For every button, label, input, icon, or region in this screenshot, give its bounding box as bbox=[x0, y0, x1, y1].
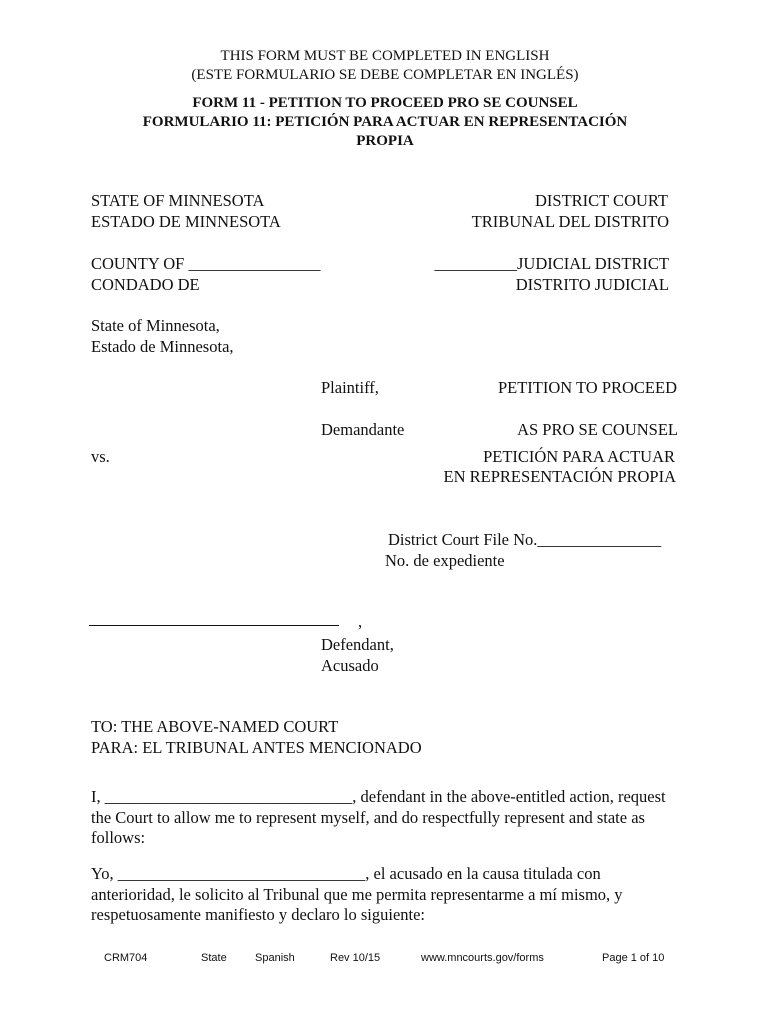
plaintiff-role-es: Demandante bbox=[321, 420, 405, 439]
form-title-es-cont: PROPIA bbox=[356, 133, 414, 149]
defendant-name-line[interactable] bbox=[89, 625, 339, 626]
addressee-en: TO: THE ABOVE-NAMED COURT bbox=[91, 717, 339, 736]
file-number-field[interactable]: District Court File No._______________ bbox=[388, 530, 662, 549]
doc-title-1: PETITION TO PROCEED bbox=[497, 378, 677, 397]
plaintiff-name-en: State of Minnesota, bbox=[91, 316, 220, 335]
doc-title-4: EN REPRESENTACIÓN PROPIA bbox=[443, 467, 676, 486]
addressee-es: PARA: EL TRIBUNAL ANTES MENCIONADO bbox=[91, 738, 422, 757]
court-label-es: TRIBUNAL DEL DISTRITO bbox=[471, 212, 669, 231]
state-label-es: ESTADO DE MINNESOTA bbox=[91, 212, 281, 231]
judicial-district-es: DISTRITO JUDICIAL bbox=[515, 275, 669, 294]
form-title-es: FORMULARIO 11: PETICIÓN PARA ACTUAR EN REPRESENTACIÓN bbox=[142, 114, 628, 130]
notice-english: THIS FORM MUST BE COMPLETED IN ENGLISH bbox=[220, 48, 550, 64]
footer-form-code: CRM704 bbox=[104, 952, 148, 964]
court-label-en: DISTRICT COURT bbox=[534, 191, 668, 210]
plaintiff-name-es: Estado de Minnesota, bbox=[91, 337, 234, 356]
judicial-district-field[interactable]: __________JUDICIAL DISTRICT bbox=[434, 254, 669, 273]
plaintiff-role-en: Plaintiff, bbox=[321, 378, 379, 397]
doc-title-3: PETICIÓN PARA ACTUAR bbox=[483, 447, 675, 466]
defendant-role-es: Acusado bbox=[321, 656, 379, 675]
county-label-es: CONDADO DE bbox=[91, 275, 200, 294]
state-label-en: STATE OF MINNESOTA bbox=[91, 191, 265, 210]
statement-paragraph-en: I, ______________________________, defendant in the above-entitled action, request the Court to allow me to represent myself, and do respectfully represent and state as follows: bbox=[91, 787, 666, 847]
file-number-es: No. de expediente bbox=[385, 551, 505, 570]
versus-label: vs. bbox=[91, 447, 110, 466]
doc-title-2: AS PRO SE COUNSEL bbox=[517, 420, 678, 439]
footer-url[interactable]: www.mncourts.gov/forms bbox=[421, 952, 544, 964]
footer-language: Spanish bbox=[255, 952, 295, 964]
footer-revision: Rev 10/15 bbox=[330, 952, 381, 964]
footer-state: State bbox=[201, 952, 227, 964]
footer-page-number: Page 1 of 10 bbox=[602, 952, 665, 964]
county-field-en[interactable]: COUNTY OF ________________ bbox=[91, 254, 321, 273]
defendant-role-en: Defendant, bbox=[321, 635, 394, 654]
defendant-comma: , bbox=[358, 612, 363, 631]
form-title-en: FORM 11 - PETITION TO PROCEED PRO SE COUNSEL bbox=[192, 95, 578, 111]
notice-spanish: (ESTE FORMULARIO SE DEBE COMPLETAR EN INGLÉS) bbox=[191, 67, 579, 83]
statement-paragraph-es: Yo, ______________________________, el acusado en la causa titulada con anterioridad, le solicito al Tribunal que me permita representarme a mí mismo, y respetuosamente manifiesto y declaro lo siguiente: bbox=[91, 864, 623, 924]
